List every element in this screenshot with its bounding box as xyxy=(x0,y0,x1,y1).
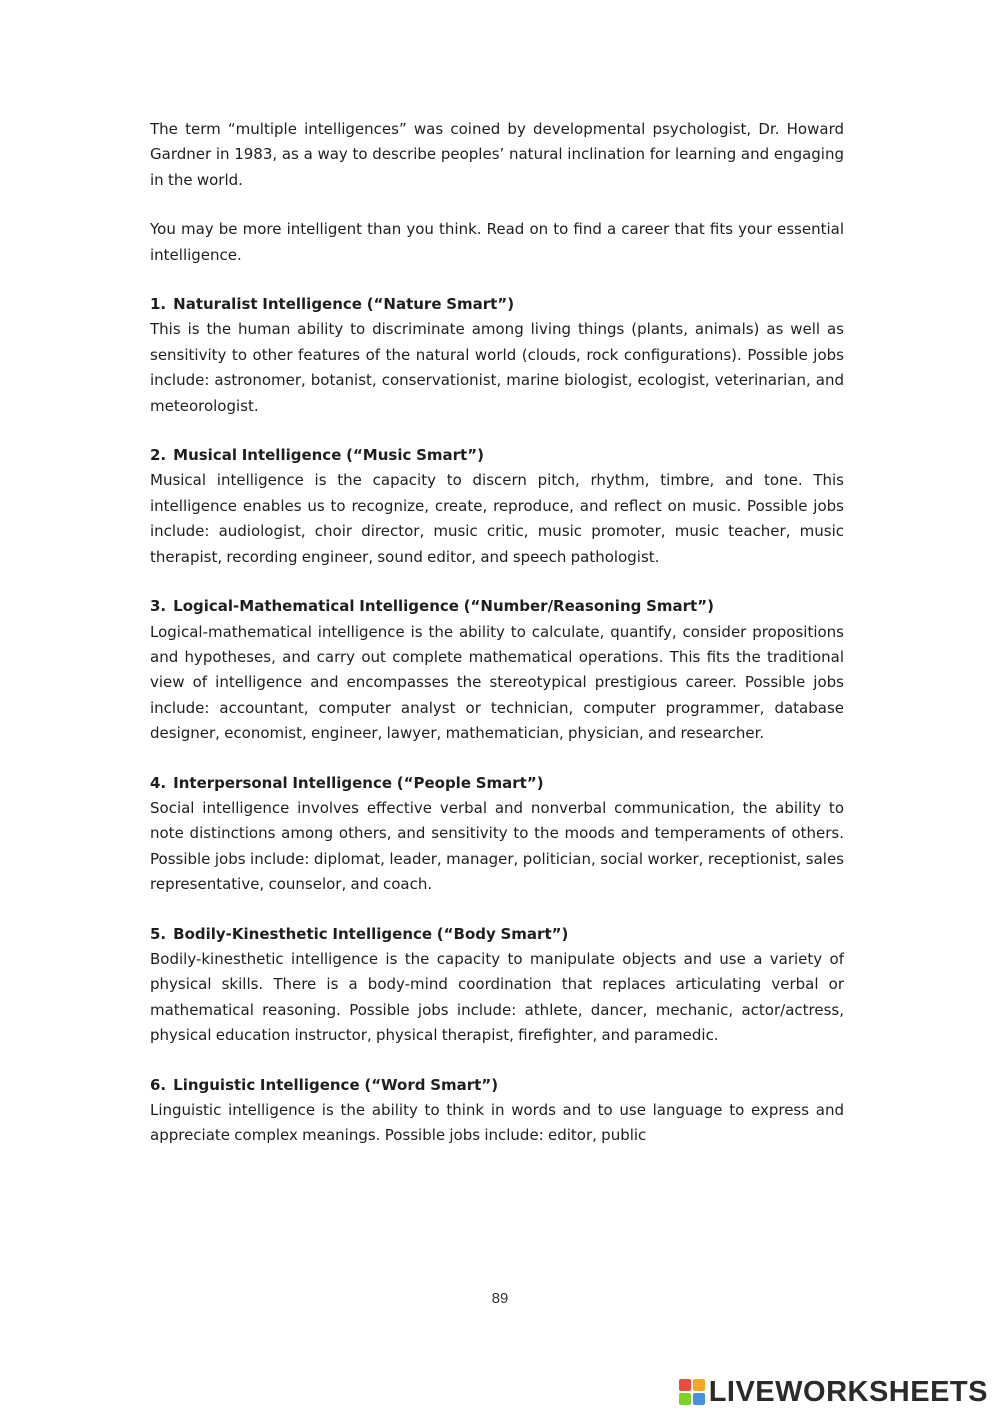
section-heading-linguistic xyxy=(150,1073,844,1098)
watermark-text: LIVEWORKSHEETS xyxy=(708,1376,988,1408)
spacer xyxy=(150,1049,844,1073)
section-body-musical: Musical intelligence is the capacity to discern pitch, rhythm, timbre, and tone. This intelligence enables us to recognize, create, reproduce, and reflect on music. Possible jobs include: audiologist, choir director, music critic, music promoter, music teacher, music therapist, recording engineer, sound editor, and speech pathologist. xyxy=(150,471,844,566)
section-heading-musical xyxy=(150,443,844,468)
logo-square xyxy=(679,1379,691,1391)
section-heading-logical-mathematical xyxy=(150,594,844,619)
section-number: 6. xyxy=(150,1075,167,1094)
section-body-bodily-kinesthetic: Bodily-kinesthetic intelligence is the capacity to manipulate objects and use a variety of physical skills. There is a body-mind coordination that replaces articulating verbal or mathematical reasoning. Possible jobs include: athlete, dancer, mechanic, actor/actress, physical education instructor, physical therapist, firefighter, and paramedic. xyxy=(150,949,844,1045)
section-number: 2. xyxy=(150,446,167,465)
section-number: 3. xyxy=(150,597,167,616)
liveworksheets-watermark[interactable] xyxy=(679,1374,988,1410)
section-heading-interpersonal xyxy=(150,771,844,796)
logo-square xyxy=(693,1379,705,1391)
section-heading-bodily-kinesthetic xyxy=(150,922,844,947)
section-title: Musical Intelligence (“Music Smart”) xyxy=(173,446,484,465)
section-number: 5. xyxy=(150,924,167,943)
page-number: 89 xyxy=(491,1290,509,1307)
section-title: Interpersonal Intelligence (“People Smart”) xyxy=(173,773,544,792)
intro-paragraph-1: The term “multiple intelligences” was coined by developmental psychologist, Dr. Howard Gardner in 1983, as a way to describe peoples’ natural inclination for learning and engaging in the world. xyxy=(150,120,844,189)
spacer xyxy=(150,570,844,594)
spacer xyxy=(150,419,844,443)
spacer xyxy=(150,747,844,771)
section-number: 4. xyxy=(150,773,167,792)
page-body xyxy=(150,117,844,1149)
section-title: Bodily-Kinesthetic Intelligence (“Body Smart”) xyxy=(173,924,569,943)
intro-paragraph-2: You may be more intelligent than you think. Read on to find a career that fits your essential intelligence. xyxy=(150,220,844,264)
section-title: Linguistic Intelligence (“Word Smart”) xyxy=(173,1075,499,1094)
section-heading-naturalist xyxy=(150,292,844,317)
logo-square xyxy=(693,1393,705,1405)
section-body-linguistic: Linguistic intelligence is the ability to think in words and to use language to express and appreciate complex meanings. Possible jobs include: editor, public xyxy=(150,1101,844,1145)
logo-square xyxy=(679,1393,691,1405)
section-body-logical-mathematical: Logical-mathematical intelligence is the ability to calculate, quantify, consider propositions and hypotheses, and carry out complete mathematical operations. This fits the traditional view of intelligence and encompasses the stereotypical prestigious career. Possible jobs include: accountant, computer analyst or technician, computer programmer, database designer, economist, engineer, lawyer, mathematician, physician, and researcher. xyxy=(150,622,844,743)
spacer xyxy=(150,268,844,292)
section-body-interpersonal: Social intelligence involves effective verbal and nonverbal communication, the ability to note distinctions among others, and sensitivity to the moods and temperaments of others. Possible jobs include: diplomat, leader, manager, politician, social worker, receptionist, sales representative, counselor, and coach. xyxy=(150,798,844,894)
section-title: Logical-Mathematical Intelligence (“Number/Reasoning Smart”) xyxy=(173,597,714,616)
section-number: 1. xyxy=(150,295,167,314)
spacer xyxy=(150,193,844,217)
liveworksheets-logo-icon xyxy=(679,1379,705,1405)
section-title: Naturalist Intelligence (“Nature Smart”) xyxy=(173,295,515,314)
spacer xyxy=(150,898,844,922)
section-body-naturalist: This is the human ability to discriminate among living things (plants, animals) as well as sensitivity to other features of the natural world (clouds, rock configurations). Possible jobs include: astronomer, botanist, conservationist, marine biologist, ecologist, veterinarian, and meteorologist. xyxy=(150,320,844,415)
